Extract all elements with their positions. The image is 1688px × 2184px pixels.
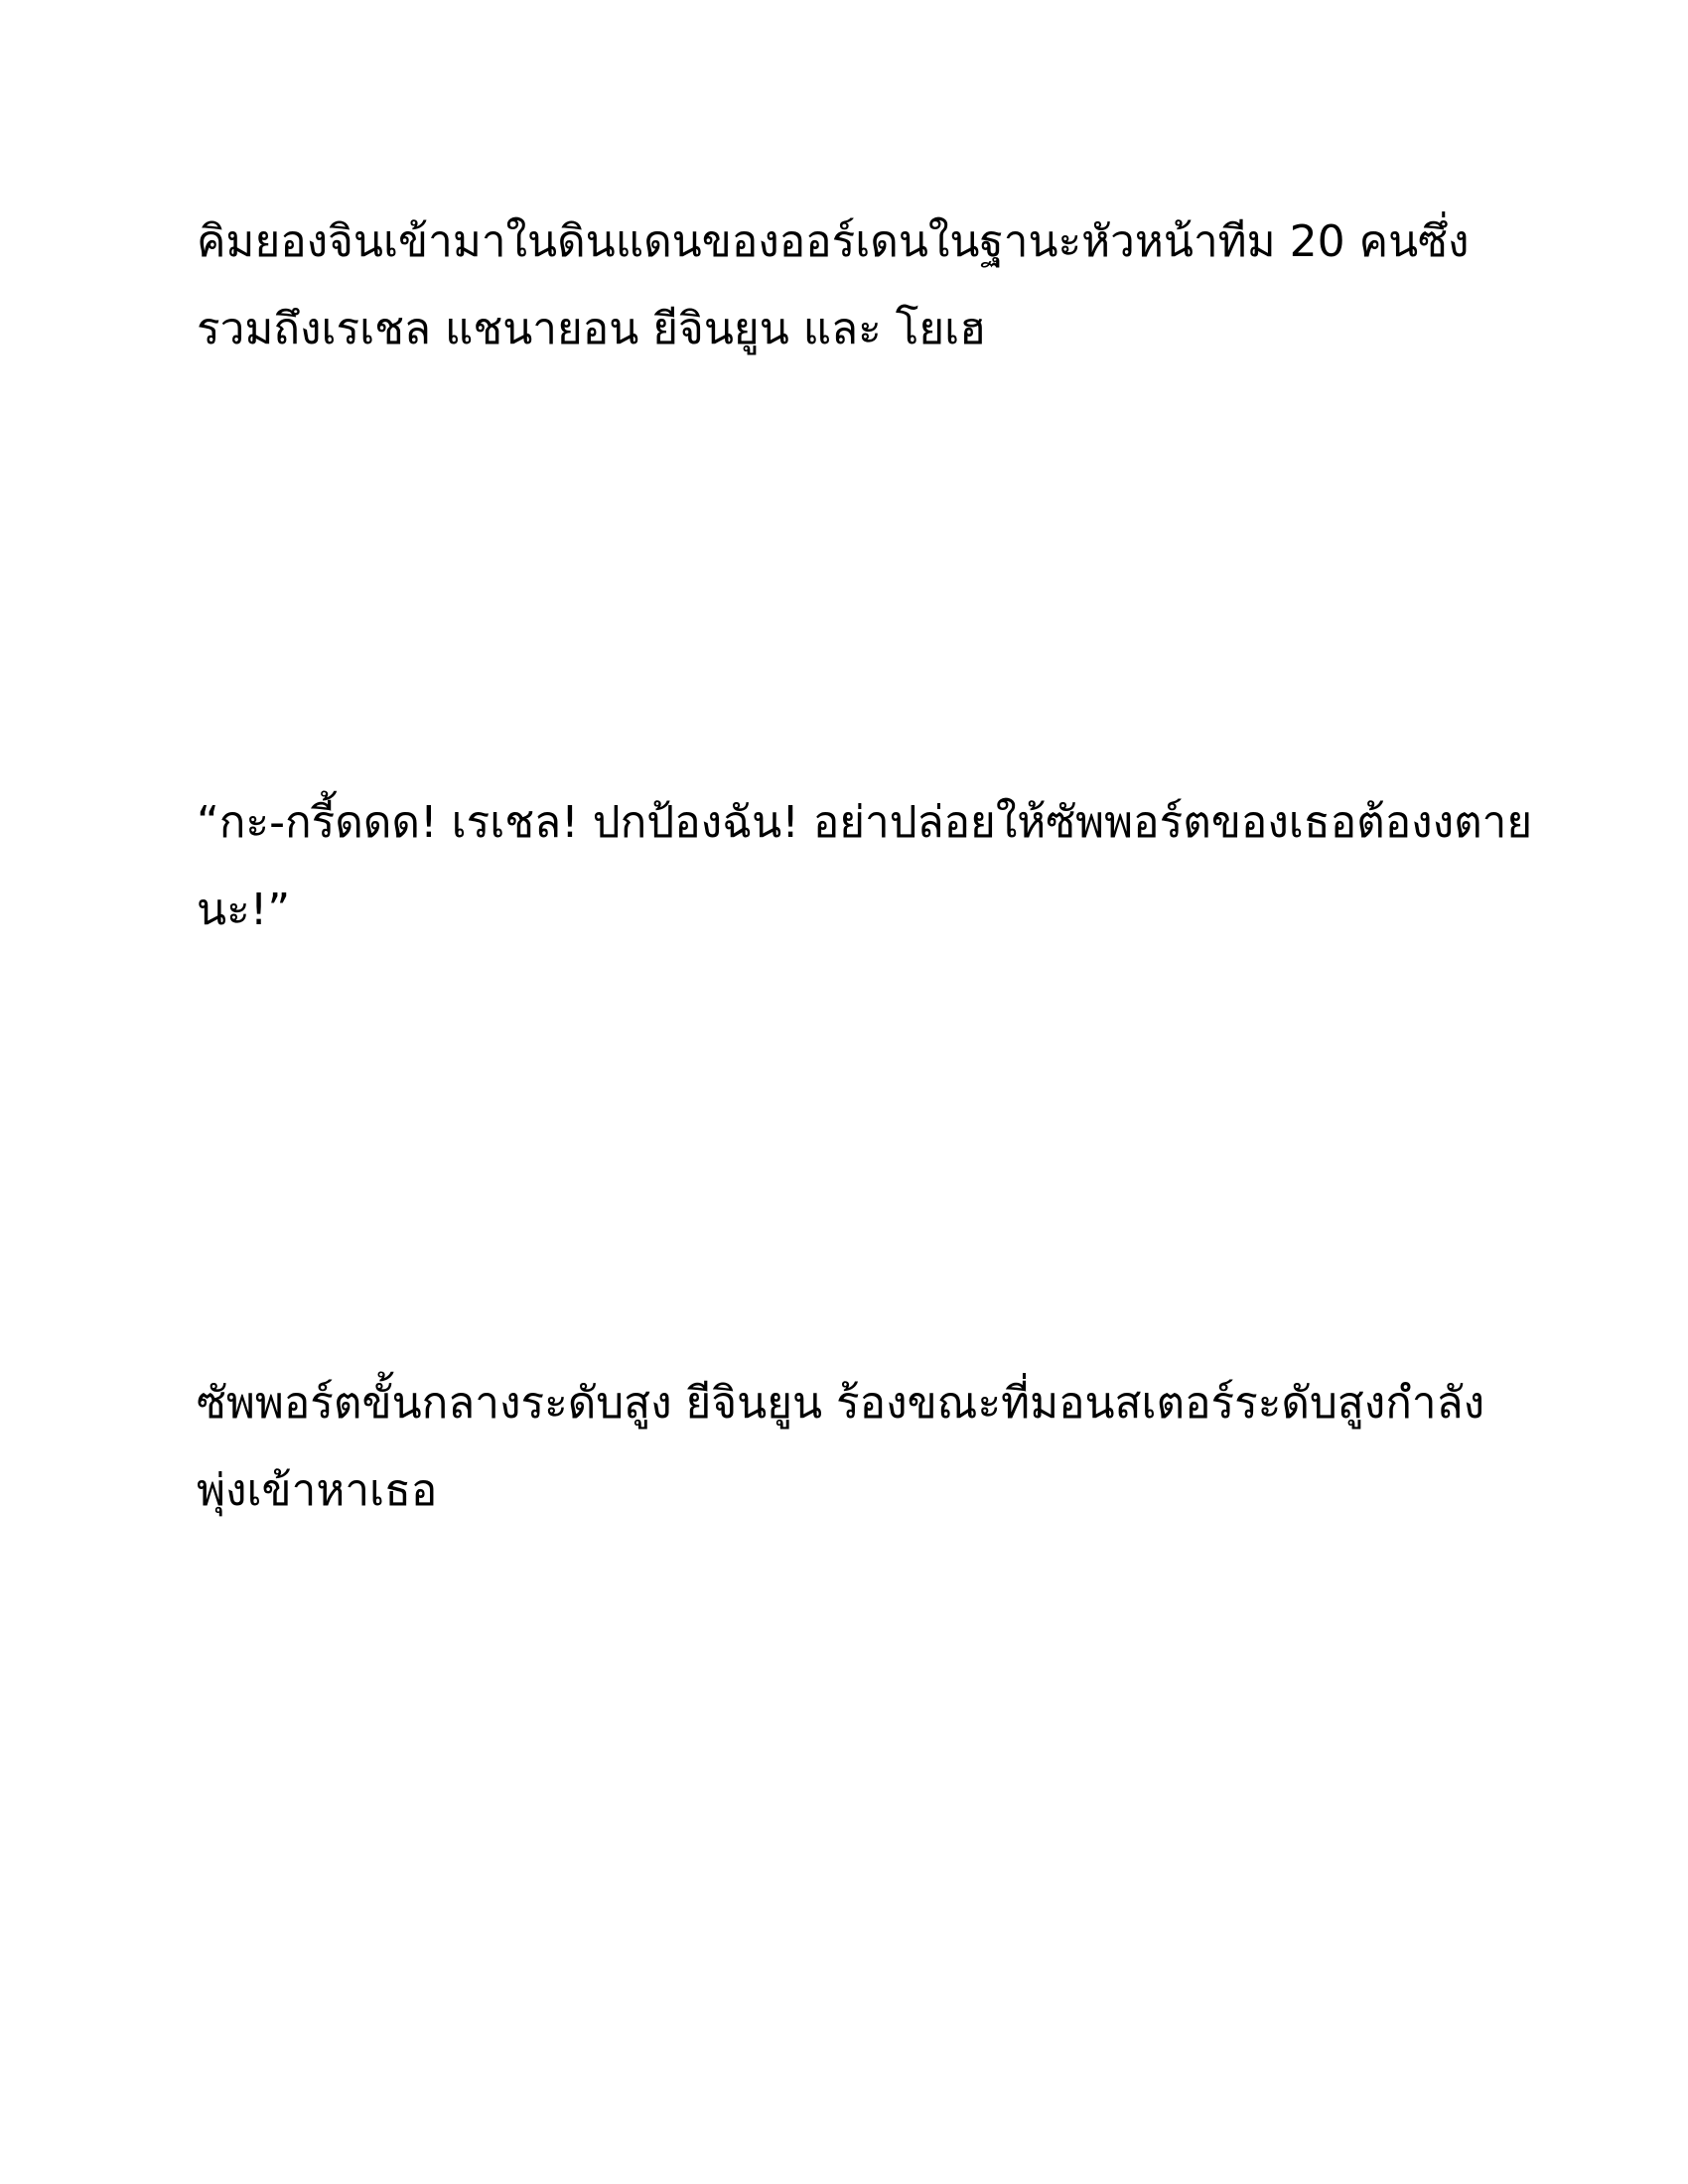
paragraph-line: นะ!” [197, 885, 291, 935]
paragraph-dialogue-scream [197, 779, 1533, 954]
paragraph-line: ซัพพอร์ตขั้นกลางระดับสูง ยีจินยูน ร้องขณะที่มอนสเตอร์ระดับสูงกำลัง [197, 1378, 1485, 1429]
paragraph-line: “กะ-กรี้ดดด! เรเชล! ปกป้องฉัน! อย่าปล่อยให้ซัพพอร์ตของเธอต้องงตาย [197, 797, 1533, 848]
paragraph-narration-team [197, 199, 1487, 373]
paragraph-line: รวมถึงเรเชล แชนายอน ยีจินยูน และ โยเฮ [197, 304, 987, 354]
paragraph-narration-support [197, 1360, 1487, 1535]
paragraph-line: คิมยองจินเข้ามาในดินแดนของออร์เดนในฐานะหัวหน้าทีม 20 คนซึ่ง [197, 216, 1470, 267]
paragraph-line: พุ่งเข้าหาเธอ [197, 1465, 438, 1516]
